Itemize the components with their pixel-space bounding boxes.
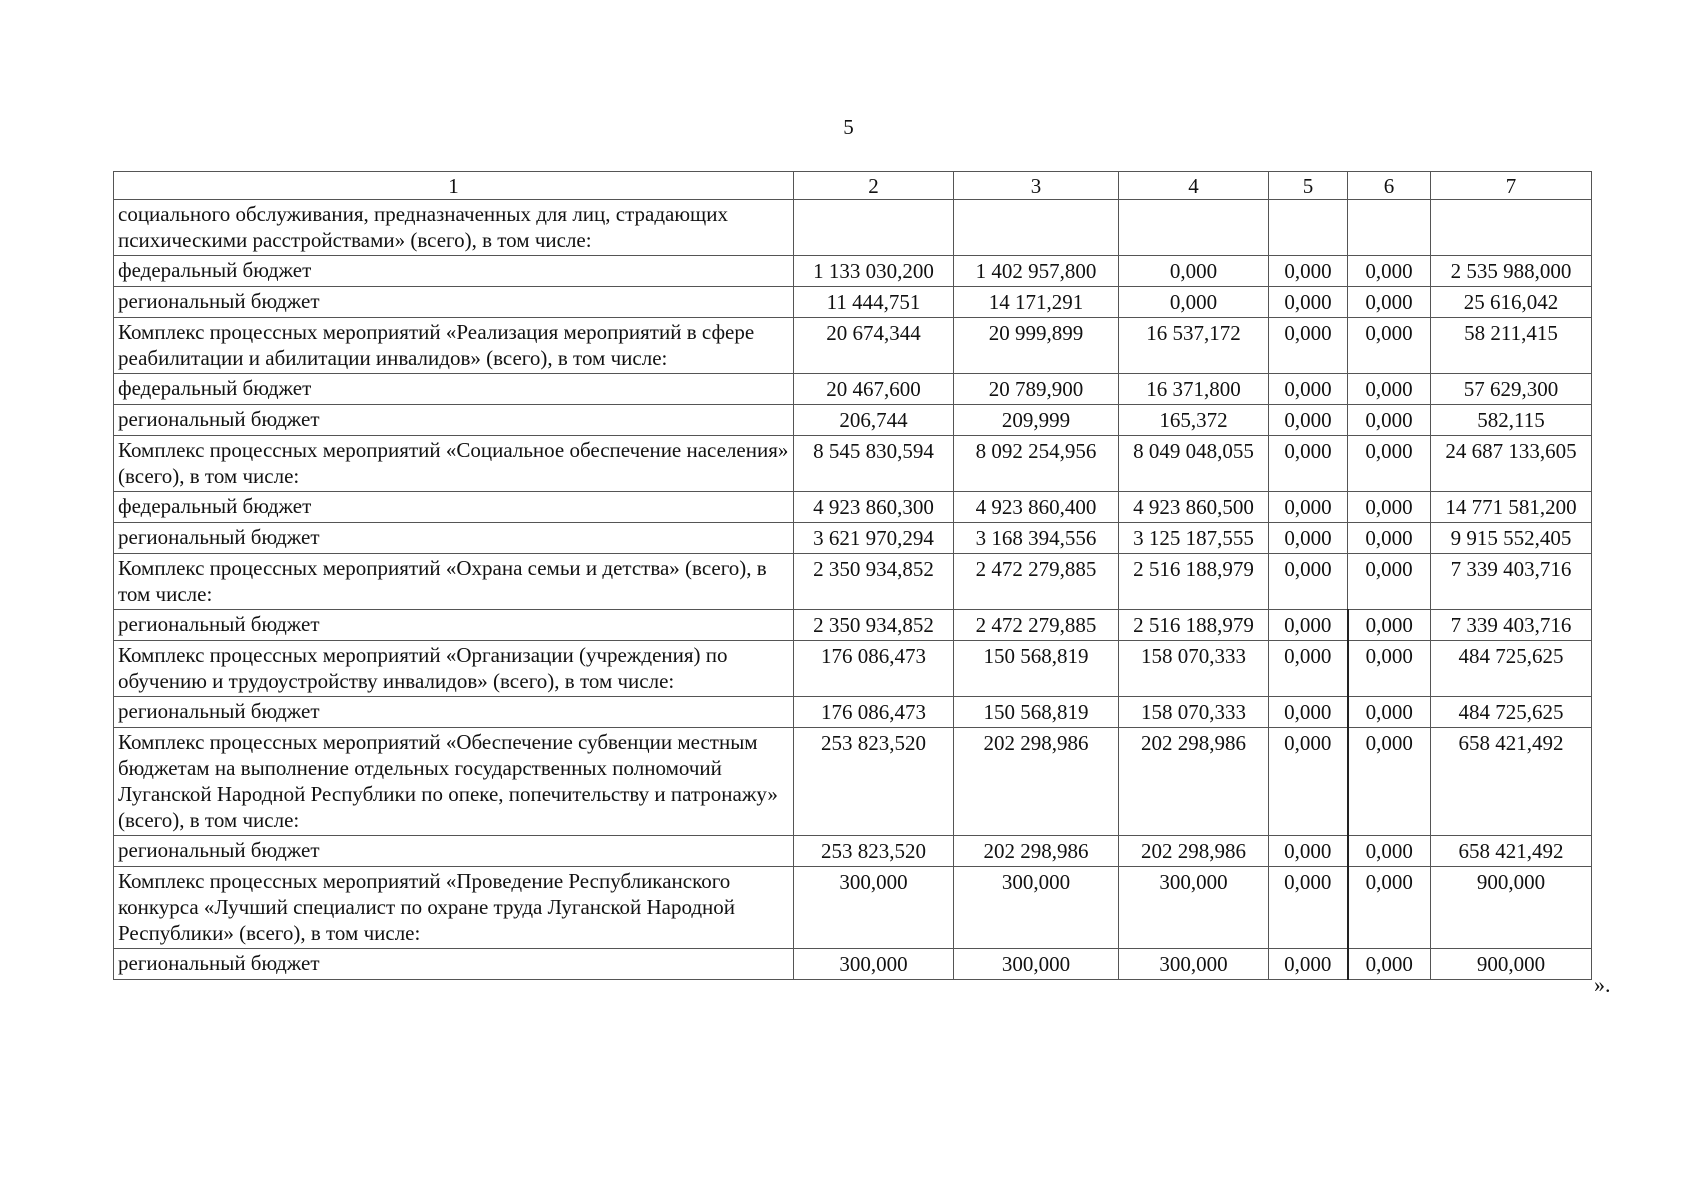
row-value-col-7: 658 421,492 xyxy=(1431,836,1592,867)
row-value-col-4: 16 537,172 xyxy=(1119,318,1269,374)
row-value-col-3: 20 789,900 xyxy=(954,374,1119,405)
row-value-col-2: 206,744 xyxy=(794,405,954,436)
row-value-col-3: 8 092 254,956 xyxy=(954,436,1119,492)
row-value-col-3: 300,000 xyxy=(954,949,1119,980)
table-row xyxy=(114,728,1592,836)
row-value-col-5 xyxy=(1269,200,1348,256)
row-value-col-6 xyxy=(1348,200,1431,256)
column-header: 1 xyxy=(114,172,794,200)
table-row xyxy=(114,436,1592,492)
column-header: 5 xyxy=(1269,172,1348,200)
row-value-col-3: 202 298,986 xyxy=(954,728,1119,836)
row-label: региональный бюджет xyxy=(114,949,794,980)
table-row xyxy=(114,867,1592,949)
table-row xyxy=(114,610,1592,641)
row-value-col-7: 484 725,625 xyxy=(1431,641,1592,697)
row-value-col-5: 0,000 xyxy=(1269,554,1348,610)
table-row xyxy=(114,554,1592,610)
row-value-col-4: 3 125 187,555 xyxy=(1119,523,1269,554)
row-value-col-7: 900,000 xyxy=(1431,949,1592,980)
row-label: региональный бюджет xyxy=(114,405,794,436)
column-header: 2 xyxy=(794,172,954,200)
row-value-col-2: 8 545 830,594 xyxy=(794,436,954,492)
row-value-col-6: 0,000 xyxy=(1348,836,1431,867)
row-value-col-5: 0,000 xyxy=(1269,287,1348,318)
row-value-col-2: 4 923 860,300 xyxy=(794,492,954,523)
row-value-col-5: 0,000 xyxy=(1269,949,1348,980)
table-row xyxy=(114,318,1592,374)
row-value-col-4: 202 298,986 xyxy=(1119,836,1269,867)
row-value-col-2: 300,000 xyxy=(794,867,954,949)
table-row xyxy=(114,374,1592,405)
row-label: региональный бюджет xyxy=(114,287,794,318)
row-value-col-3: 202 298,986 xyxy=(954,836,1119,867)
row-value-col-3: 300,000 xyxy=(954,867,1119,949)
row-value-col-2: 2 350 934,852 xyxy=(794,554,954,610)
row-value-col-3: 3 168 394,556 xyxy=(954,523,1119,554)
table-row xyxy=(114,200,1592,256)
row-value-col-7: 14 771 581,200 xyxy=(1431,492,1592,523)
row-value-col-6: 0,000 xyxy=(1348,641,1431,697)
row-value-col-7: 57 629,300 xyxy=(1431,374,1592,405)
row-label: региональный бюджет xyxy=(114,523,794,554)
table-header-row xyxy=(114,172,1592,200)
row-value-col-2: 300,000 xyxy=(794,949,954,980)
row-value-col-7: 24 687 133,605 xyxy=(1431,436,1592,492)
row-value-col-7: 7 339 403,716 xyxy=(1431,610,1592,641)
row-value-col-2: 176 086,473 xyxy=(794,641,954,697)
row-value-col-5: 0,000 xyxy=(1269,728,1348,836)
row-value-col-6: 0,000 xyxy=(1348,697,1431,728)
table-row xyxy=(114,492,1592,523)
row-value-col-7: 7 339 403,716 xyxy=(1431,554,1592,610)
row-label: Комплекс процессных мероприятий «Проведение Республиканского конкурса «Лучший специалист по охране труда Луганской Народной Республики» (всего), в том числе: xyxy=(114,867,794,949)
row-value-col-6: 0,000 xyxy=(1348,318,1431,374)
row-value-col-3: 20 999,899 xyxy=(954,318,1119,374)
column-header: 4 xyxy=(1119,172,1269,200)
row-value-col-4: 2 516 188,979 xyxy=(1119,610,1269,641)
row-value-col-4: 300,000 xyxy=(1119,949,1269,980)
row-value-col-2: 3 621 970,294 xyxy=(794,523,954,554)
table-row xyxy=(114,836,1592,867)
row-label: региональный бюджет xyxy=(114,836,794,867)
row-value-col-3: 2 472 279,885 xyxy=(954,610,1119,641)
row-value-col-2: 11 444,751 xyxy=(794,287,954,318)
row-value-col-2: 1 133 030,200 xyxy=(794,256,954,287)
row-value-col-5: 0,000 xyxy=(1269,867,1348,949)
row-value-col-4 xyxy=(1119,200,1269,256)
row-value-col-5: 0,000 xyxy=(1269,374,1348,405)
row-value-col-5: 0,000 xyxy=(1269,610,1348,641)
page-number: 5 xyxy=(843,115,854,139)
row-value-col-4: 0,000 xyxy=(1119,256,1269,287)
row-label: Комплекс процессных мероприятий «Реализация мероприятий в сфере реабилитации и абилитации инвалидов» (всего), в том числе: xyxy=(114,318,794,374)
row-value-col-6: 0,000 xyxy=(1348,610,1431,641)
row-value-col-7: 582,115 xyxy=(1431,405,1592,436)
table-row xyxy=(114,287,1592,318)
row-value-col-4: 4 923 860,500 xyxy=(1119,492,1269,523)
row-value-col-2: 20 674,344 xyxy=(794,318,954,374)
row-value-col-2: 253 823,520 xyxy=(794,728,954,836)
budget-table xyxy=(113,171,1592,980)
row-value-col-3: 2 472 279,885 xyxy=(954,554,1119,610)
row-label: региональный бюджет xyxy=(114,697,794,728)
row-value-col-6: 0,000 xyxy=(1348,554,1431,610)
row-value-col-7 xyxy=(1431,200,1592,256)
row-value-col-5: 0,000 xyxy=(1269,256,1348,287)
row-label: региональный бюджет xyxy=(114,610,794,641)
row-value-col-6: 0,000 xyxy=(1348,949,1431,980)
row-value-col-4: 0,000 xyxy=(1119,287,1269,318)
column-header: 7 xyxy=(1431,172,1592,200)
row-value-col-7: 658 421,492 xyxy=(1431,728,1592,836)
row-value-col-3: 150 568,819 xyxy=(954,641,1119,697)
table-body xyxy=(114,172,1592,980)
row-value-col-7: 2 535 988,000 xyxy=(1431,256,1592,287)
row-value-col-4: 165,372 xyxy=(1119,405,1269,436)
row-label: Комплекс процессных мероприятий «Охрана семьи и детства» (всего), в том числе: xyxy=(114,554,794,610)
row-value-col-5: 0,000 xyxy=(1269,523,1348,554)
table-row xyxy=(114,949,1592,980)
row-value-col-3: 150 568,819 xyxy=(954,697,1119,728)
row-value-col-2: 20 467,600 xyxy=(794,374,954,405)
row-value-col-5: 0,000 xyxy=(1269,436,1348,492)
table-row xyxy=(114,256,1592,287)
row-value-col-6: 0,000 xyxy=(1348,728,1431,836)
row-value-col-6: 0,000 xyxy=(1348,256,1431,287)
row-value-col-6: 0,000 xyxy=(1348,436,1431,492)
row-value-col-7: 58 211,415 xyxy=(1431,318,1592,374)
row-value-col-2: 2 350 934,852 xyxy=(794,610,954,641)
row-value-col-3: 209,999 xyxy=(954,405,1119,436)
row-label: федеральный бюджет xyxy=(114,374,794,405)
row-value-col-3: 1 402 957,800 xyxy=(954,256,1119,287)
table-row xyxy=(114,697,1592,728)
table-row xyxy=(114,405,1592,436)
row-label: Комплекс процессных мероприятий «Организации (учреждения) по обучению и трудоустройству инвалидов» (всего), в том числе: xyxy=(114,641,794,697)
row-value-col-6: 0,000 xyxy=(1348,492,1431,523)
row-value-col-4: 2 516 188,979 xyxy=(1119,554,1269,610)
row-value-col-6: 0,000 xyxy=(1348,405,1431,436)
row-label: федеральный бюджет xyxy=(114,492,794,523)
row-value-col-5: 0,000 xyxy=(1269,697,1348,728)
row-value-col-4: 158 070,333 xyxy=(1119,697,1269,728)
column-header: 6 xyxy=(1348,172,1431,200)
row-value-col-5: 0,000 xyxy=(1269,318,1348,374)
row-value-col-2 xyxy=(794,200,954,256)
row-value-col-6: 0,000 xyxy=(1348,374,1431,405)
row-value-col-3 xyxy=(954,200,1119,256)
row-value-col-7: 9 915 552,405 xyxy=(1431,523,1592,554)
row-value-col-6: 0,000 xyxy=(1348,523,1431,554)
row-label: Комплекс процессных мероприятий «Социальное обеспечение населения» (всего), в том числе: xyxy=(114,436,794,492)
row-value-col-6: 0,000 xyxy=(1348,867,1431,949)
row-value-col-5: 0,000 xyxy=(1269,836,1348,867)
row-value-col-4: 300,000 xyxy=(1119,867,1269,949)
row-value-col-2: 253 823,520 xyxy=(794,836,954,867)
row-label: федеральный бюджет xyxy=(114,256,794,287)
row-value-col-7: 900,000 xyxy=(1431,867,1592,949)
table-row xyxy=(114,523,1592,554)
row-value-col-7: 25 616,042 xyxy=(1431,287,1592,318)
row-value-col-4: 202 298,986 xyxy=(1119,728,1269,836)
row-value-col-3: 4 923 860,400 xyxy=(954,492,1119,523)
row-value-col-4: 8 049 048,055 xyxy=(1119,436,1269,492)
row-label: Комплекс процессных мероприятий «Обеспечение субвенции местным бюджетам на выполнение отдельных государственных полномочий Луганской Народной Республики по опеке, попечительству и патронажу» (всего), в том числе: xyxy=(114,728,794,836)
row-value-col-2: 176 086,473 xyxy=(794,697,954,728)
row-value-col-5: 0,000 xyxy=(1269,405,1348,436)
row-value-col-3: 14 171,291 xyxy=(954,287,1119,318)
table-row xyxy=(114,641,1592,697)
column-header: 3 xyxy=(954,172,1119,200)
row-value-col-5: 0,000 xyxy=(1269,492,1348,523)
row-value-col-6: 0,000 xyxy=(1348,287,1431,318)
row-value-col-5: 0,000 xyxy=(1269,641,1348,697)
row-label: социального обслуживания, предназначенных для лиц, страдающих психическими расстройствами» (всего), в том числе: xyxy=(114,200,794,256)
row-value-col-7: 484 725,625 xyxy=(1431,697,1592,728)
row-value-col-4: 158 070,333 xyxy=(1119,641,1269,697)
row-value-col-4: 16 371,800 xyxy=(1119,374,1269,405)
closing-quote-mark: ». xyxy=(1594,972,1611,997)
